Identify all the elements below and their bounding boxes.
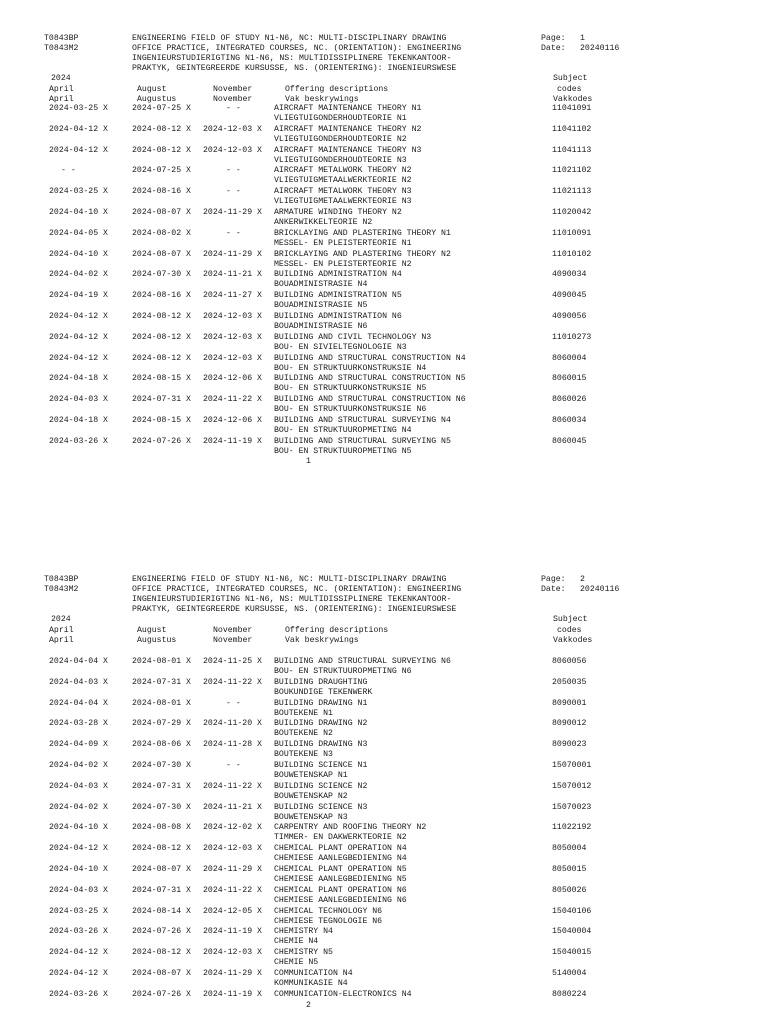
table-row [0,416,768,437]
offering-description-af: BOUKUNDIGE TEKENWERK [274,687,373,697]
date-label: Date: [541,44,566,53]
april-date: 2024-04-12 X [49,124,108,134]
august-date: 2024-07-29 X [132,719,191,729]
november-date: 2024-12-03 X [203,353,262,363]
offering-description: COMMUNICATION N4 [274,969,353,978]
august-date: 2024-08-07 X [132,208,191,217]
april-date: 2024-04-12 X [49,332,108,342]
november-date: 2024-11-29 X [203,208,262,217]
april-date: - - [61,166,76,176]
august-date: 2024-07-25 X [132,166,191,176]
column-august: August [137,626,167,635]
subject-code: 11021113 [552,187,592,197]
offering-description-af: KOMMUNIKASIE N4 [274,979,348,988]
table-row [0,948,768,969]
november-date: 2024-11-20 X [203,719,262,729]
table-row [0,782,768,803]
offering-description-af: VLIEGTUIGONDERHOUDTEORIE N1 [274,114,407,123]
subject-code: 15040015 [552,948,592,958]
subject-code: 11041091 [552,104,592,113]
august-date: 2024-08-12 X [132,124,191,134]
subject-code: 4090045 [552,291,587,301]
offering-description: CHEMISTRY N4 [274,927,333,937]
offering-description: COMMUNICATION-ELECTRONICS N4 [274,989,412,999]
column-april-af: April [49,95,74,104]
table-row [0,969,768,990]
august-date: 2024-08-06 X [132,740,191,750]
offering-description-af: TIMMER- EN DAKWERKTEORIE N2 [274,833,407,843]
subject-code: 15070023 [552,802,592,812]
offering-description-af: MESSEL- EN PLEISTERTEORIE N2 [274,259,412,269]
april-date: 2024-04-12 X [49,844,108,854]
august-date: 2024-08-16 X [132,291,191,301]
april-date: 2024-03-28 X [49,719,108,729]
april-date: 2024-04-03 X [49,395,108,405]
november-date: 2024-11-29 X [203,249,262,259]
offering-description-af: MESSEL- EN PLEISTERTEORIE N1 [274,238,412,248]
offering-description: BUILDING DRAWING N2 [274,719,368,729]
offering-description-af: VLIEGTUIGMETAALWERKTEORIE N3 [274,197,412,207]
november-date: - - [226,104,241,113]
date-label: Date: [541,585,566,594]
table-row [0,678,768,699]
table-row [0,354,768,375]
april-date: 2024-04-18 X [49,374,108,384]
november-date: 2024-12-06 X [203,416,262,425]
subject-code: 8060056 [552,657,587,666]
august-date: 2024-07-31 X [132,395,191,405]
report-title-line: OFFICE PRACTICE, INTEGRATED COURSES, NC. (ORIENTATION): ENGINEERING [132,585,462,594]
offering-description: BUILDING ADMINISTRATION N5 [274,291,402,301]
april-date: 2024-04-10 X [49,208,108,217]
subject-code: 8060004 [552,353,587,363]
subject-code: 11010273 [552,332,592,342]
column-offering: Offering descriptions [285,85,389,94]
offering-description: BUILDING SCIENCE N2 [274,781,368,791]
november-date: 2024-11-22 X [203,885,262,895]
april-date: 2024-04-10 X [49,865,108,874]
august-date: 2024-08-15 X [132,416,191,425]
table-row [0,886,768,907]
august-date: 2024-08-12 X [132,145,191,155]
august-date: 2024-07-31 X [132,677,191,687]
subject-code: 5140004 [552,969,587,978]
november-date: 2024-12-05 X [203,906,262,916]
offering-description: BUILDING DRAUGHTING [274,677,368,687]
report-code-1: T0843BP [44,34,79,43]
april-date: 2024-04-03 X [49,677,108,687]
august-date: 2024-07-31 X [132,781,191,791]
page-number: 2 [580,575,585,584]
april-date: 2024-04-12 X [49,948,108,958]
august-date: 2024-08-01 X [132,698,191,708]
april-date: 2024-04-10 X [49,249,108,259]
offering-description-af: BOU- EN STRUKTUUROPMETING N6 [274,667,412,676]
offering-description: BUILDING DRAWING N3 [274,740,368,750]
april-date: 2024-03-26 X [49,436,108,446]
subject-code: 11041113 [552,145,592,155]
november-date: 2024-11-28 X [203,740,262,750]
november-date: 2024-12-03 X [203,312,262,321]
august-date: 2024-08-12 X [132,948,191,958]
august-date: 2024-07-25 X [132,104,191,113]
table-row [0,104,768,125]
column-november-af: November [213,636,253,645]
april-date: 2024-04-04 X [49,657,108,666]
offering-description: BUILDING AND CIVIL TECHNOLOGY N3 [274,332,432,342]
april-date: 2024-03-26 X [49,989,108,999]
table-row [0,187,768,208]
table-row [0,699,768,720]
column-august-af: Augustus [137,636,177,645]
subject-code: 11010091 [552,228,592,238]
table-row [0,312,768,333]
table-row [0,291,768,312]
november-date: 2024-12-03 X [203,124,262,134]
offering-description: CARPENTRY AND ROOFING THEORY N2 [274,823,427,833]
april-date: 2024-04-02 X [49,761,108,770]
offering-description-af: BOUTEKENE N3 [274,750,333,760]
offering-description: CHEMICAL PLANT OPERATION N6 [274,885,407,895]
august-date: 2024-08-08 X [132,823,191,833]
column-november: November [213,85,253,94]
table-row [0,907,768,928]
page-number: 1 [580,34,585,43]
report-code-2: T0843M2 [44,585,79,594]
table-row [0,229,768,250]
subject-code: 11020042 [552,208,592,217]
report-title-line: OFFICE PRACTICE, INTEGRATED COURSES, NC. (ORIENTATION): ENGINEERING [132,44,462,53]
subject-code: 8050026 [552,885,587,895]
subject-code: 8050004 [552,844,587,854]
april-date: 2024-04-03 X [49,781,108,791]
table-row [0,270,768,291]
offering-description-af: BOUTEKENE N2 [274,729,333,739]
table-row [0,333,768,354]
offering-description-af: BOUWETENSKAP N1 [274,771,348,780]
column-april: April [49,626,74,635]
august-date: 2024-08-01 X [132,657,191,666]
offering-description-af: VLIEGTUIGMETAALWERKTEORIE N2 [274,176,412,186]
november-date: 2024-12-02 X [203,823,262,833]
column-november-af: November [213,95,253,104]
offering-description-af: BOUWETENSKAP N2 [274,791,348,801]
table-row [0,990,768,1011]
november-date: 2024-11-22 X [203,395,262,405]
page-label: Page: [541,575,566,584]
august-date: 2024-07-30 X [132,761,191,770]
november-date: - - [226,228,241,238]
offering-description-af: BOU- EN STRUKTUURKONSTRUKSIE N5 [274,384,427,394]
offering-description-af: VLIEGTUIGONDERHOUDTEORIE N3 [274,155,407,165]
column-april: April [49,85,74,94]
column-offering-af: Vak beskrywings [285,636,359,645]
column-april-af: April [49,636,74,645]
august-date: 2024-08-15 X [132,374,191,384]
page-footer-number: 1 [306,457,311,466]
offering-description: BUILDING AND STRUCTURAL CONSTRUCTION N5 [274,374,466,384]
column-codes: codes [557,85,582,94]
april-date: 2024-03-25 X [49,187,108,197]
subject-code: 15040106 [552,906,592,916]
subject-code: 15040004 [552,927,592,937]
subject-code: 11021102 [552,166,592,176]
november-date: 2024-11-19 X [203,436,262,446]
offering-description: AIRCRAFT METALWORK THEORY N3 [274,187,412,197]
table-row [0,395,768,416]
report-title-line: PRAKTYK, GEINTEGREERDE KURSUSSE, NS. (ORIENTERING): INGENIEURSWESE [132,605,457,614]
subject-code: 8060045 [552,436,587,446]
offering-description-af: BOUADMINISTRASIE N5 [274,301,368,311]
subject-code: 8090001 [552,698,587,708]
offering-description-af: BOU- EN STRUKTUUROPMETING N5 [274,446,412,456]
november-date: 2024-12-03 X [203,145,262,155]
table-row [0,374,768,395]
offering-description: BRICKLAYING AND PLASTERING THEORY N1 [274,228,451,238]
november-date: 2024-11-21 X [203,270,262,280]
offering-description: BRICKLAYING AND PLASTERING THEORY N2 [274,249,451,259]
august-date: 2024-07-30 X [132,270,191,280]
offering-description: BUILDING AND STRUCTURAL SURVEYING N5 [274,436,451,446]
table-row [0,146,768,167]
subject-code: 8060026 [552,395,587,405]
november-date: 2024-12-03 X [203,948,262,958]
report-title-line: ENGINEERING FIELD OF STUDY N1-N6, NC: MULTI-DISCIPLINARY DRAWING [132,34,447,43]
april-date: 2024-03-25 X [49,104,108,113]
april-date: 2024-04-12 X [49,969,108,978]
offering-description-af: BOU- EN STRUKTUURKONSTRUKSIE N4 [274,363,427,373]
offering-description-af: BOU- EN SIVIELTEGNOLOGIE N3 [274,342,407,352]
offering-description: BUILDING SCIENCE N1 [274,761,368,770]
table-row [0,208,768,229]
november-date: 2024-11-19 X [203,989,262,999]
table-row [0,719,768,740]
offering-description-af: BOUTEKENE N1 [274,708,333,718]
subject-code: 8090023 [552,740,587,750]
offering-description-af: CHEMIE N4 [274,937,319,947]
november-date: - - [226,187,241,197]
report-code-1: T0843BP [44,575,79,584]
table-row [0,657,768,678]
offering-description-af: VLIEGTUIGONDERHOUDTEORIE N2 [274,134,407,144]
november-date: 2024-11-29 X [203,865,262,874]
offering-description-af: BOU- EN STRUKTUURKONSTRUKSIE N6 [274,405,427,415]
april-date: 2024-04-18 X [49,416,108,425]
table-row [0,740,768,761]
august-date: 2024-08-07 X [132,865,191,874]
august-date: 2024-08-12 X [132,312,191,321]
column-august-af: Augustus [137,95,177,104]
column-year: 2024 [51,615,71,624]
table-row [0,125,768,146]
date-value: 20240116 [580,585,620,594]
subject-code: 8060034 [552,416,587,425]
offering-description: CHEMICAL TECHNOLOGY N6 [274,906,383,916]
november-date: 2024-12-06 X [203,374,262,384]
date-value: 20240116 [580,44,620,53]
april-date: 2024-04-02 X [49,270,108,280]
offering-description-af: ANKERWIKKELTEORIE N2 [274,218,373,227]
april-date: 2024-04-03 X [49,885,108,895]
report-title-line: ENGINEERING FIELD OF STUDY N1-N6, NC: MULTI-DISCIPLINARY DRAWING [132,575,447,584]
offering-description: BUILDING AND STRUCTURAL CONSTRUCTION N4 [274,353,466,363]
november-date: 2024-11-27 X [203,291,262,301]
column-year: 2024 [51,74,71,83]
november-date: - - [226,698,241,708]
offering-description: CHEMICAL PLANT OPERATION N5 [274,865,407,874]
table-row [0,865,768,886]
subject-code: 2050035 [552,677,587,687]
page-label: Page: [541,34,566,43]
subject-code: 11022192 [552,823,592,833]
november-date: 2024-11-29 X [203,969,262,978]
november-date: - - [226,166,241,176]
november-date: 2024-11-22 X [203,781,262,791]
november-date: 2024-12-03 X [203,332,262,342]
offering-description: BUILDING AND STRUCTURAL CONSTRUCTION N6 [274,395,466,405]
august-date: 2024-08-07 X [132,249,191,259]
offering-description: BUILDING AND STRUCTURAL SURVEYING N6 [274,657,451,666]
offering-description-af: CHEMIESE AANLEGBEDIENING N5 [274,875,407,884]
offering-description: BUILDING DRAWING N1 [274,698,368,708]
offering-description-af: BOU- EN STRUKTUUROPMETING N4 [274,426,412,435]
column-subject: Subject [553,615,588,624]
offering-description: AIRCRAFT METALWORK THEORY N2 [274,166,412,176]
april-date: 2024-04-02 X [49,802,108,812]
offering-description-af: CHEMIESE AANLEGBEDIENING N6 [274,895,407,905]
subject-code: 8090012 [552,719,587,729]
offering-description-af: CHEMIESE TEGNOLOGIE N6 [274,916,383,926]
august-date: 2024-07-30 X [132,802,191,812]
november-date: - - [226,761,241,770]
table-row [0,823,768,844]
november-date: 2024-12-03 X [203,844,262,854]
subject-code: 8080224 [552,989,587,999]
april-date: 2024-03-25 X [49,906,108,916]
column-offering-af: Vak beskrywings [285,95,359,104]
table-row [0,166,768,187]
subject-code: 8050015 [552,865,587,874]
april-date: 2024-04-19 X [49,291,108,301]
august-date: 2024-07-26 X [132,989,191,999]
offering-description: BUILDING ADMINISTRATION N4 [274,270,402,280]
april-date: 2024-04-12 X [49,353,108,363]
column-august: August [137,85,167,94]
subject-code: 11010102 [552,249,592,259]
offering-description-af: BOUADMINISTRASIE N4 [274,280,368,290]
november-date: 2024-11-25 X [203,657,262,666]
table-row [0,927,768,948]
august-date: 2024-07-26 X [132,436,191,446]
august-date: 2024-08-14 X [132,906,191,916]
august-date: 2024-08-16 X [132,187,191,197]
column-subject: Subject [553,74,588,83]
offering-description: CHEMISTRY N5 [274,948,333,958]
subject-code: 15070001 [552,761,592,770]
offering-description: AIRCRAFT MAINTENANCE THEORY N1 [274,104,422,113]
april-date: 2024-04-09 X [49,740,108,750]
offering-description: BUILDING AND STRUCTURAL SURVEYING N4 [274,416,451,425]
column-offering: Offering descriptions [285,626,389,635]
offering-description-af: CHEMIE N5 [274,958,319,968]
offering-description: BUILDING SCIENCE N3 [274,802,368,812]
offering-description: AIRCRAFT MAINTENANCE THEORY N3 [274,145,422,155]
report-code-2: T0843M2 [44,44,79,53]
august-date: 2024-08-12 X [132,844,191,854]
april-date: 2024-04-04 X [49,698,108,708]
offering-description: ARMATURE WINDING THEORY N2 [274,208,402,217]
april-date: 2024-03-26 X [49,927,108,937]
november-date: 2024-11-19 X [203,927,262,937]
subject-code: 4090034 [552,270,587,280]
subject-code: 11041102 [552,124,592,134]
subject-code: 8060015 [552,374,587,384]
report-title-line: PRAKTYK, GEINTEGREERDE KURSUSSE, NS. (ORIENTERING): INGENIEURSWESE [132,64,457,73]
subject-code: 4090056 [552,312,587,321]
offering-description: AIRCRAFT MAINTENANCE THEORY N2 [274,124,422,134]
august-date: 2024-08-02 X [132,228,191,238]
offering-description: BUILDING ADMINISTRATION N6 [274,312,402,321]
table-row [0,803,768,824]
page-footer-number: 2 [306,1001,311,1010]
table-row [0,250,768,271]
august-date: 2024-08-07 X [132,969,191,978]
august-date: 2024-08-12 X [132,353,191,363]
report-title-line: INGENIEURSTUDIERIGTING N1-N6, NS: MULTIDISSIPLINERE TEKENKANTOOR- [132,54,452,63]
offering-description-af: BOUWETENSKAP N3 [274,812,348,822]
table-row [0,844,768,865]
column-november: November [213,626,253,635]
august-date: 2024-07-31 X [132,885,191,895]
report-title-line: INGENIEURSTUDIERIGTING N1-N6, NS: MULTIDISSIPLINERE TEKENKANTOOR- [132,595,452,604]
table-row [0,437,768,458]
april-date: 2024-04-05 X [49,228,108,238]
offering-description-af: CHEMIESE AANLEGBEDIENING N4 [274,854,407,864]
subject-code: 15070012 [552,781,592,791]
april-date: 2024-04-10 X [49,823,108,833]
table-row [0,761,768,782]
april-date: 2024-04-12 X [49,145,108,155]
column-vakkodes: Vakkodes [553,95,593,104]
april-date: 2024-04-12 X [49,312,108,321]
august-date: 2024-08-12 X [132,332,191,342]
offering-description-af: BOUADMINISTRASIE N6 [274,322,368,331]
offering-description: CHEMICAL PLANT OPERATION N4 [274,844,407,854]
august-date: 2024-07-26 X [132,927,191,937]
november-date: 2024-11-21 X [203,802,262,812]
column-vakkodes: Vakkodes [553,636,593,645]
column-codes: codes [557,626,582,635]
november-date: 2024-11-22 X [203,677,262,687]
